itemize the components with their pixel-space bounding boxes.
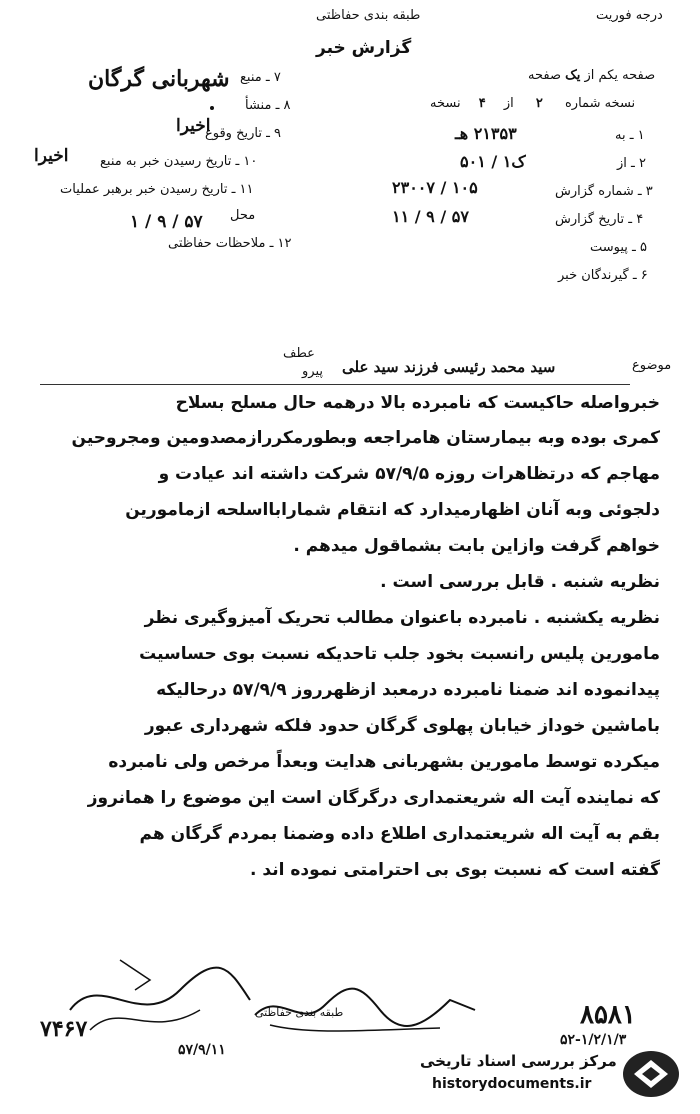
copy-value: ۲	[535, 96, 543, 111]
archive-logo-icon	[620, 1048, 682, 1100]
footer-code-right: ۵۲-۱/۲/۱/۳	[560, 1032, 627, 1048]
body-line: دلجوئی وبه آنان اظهارمیدارد که انتقام شمارابااسلحه ازمامورین	[125, 500, 660, 520]
field-2-label: ۲ ـ از	[617, 156, 646, 171]
copy-number-field	[430, 96, 635, 111]
subject-divider	[40, 384, 630, 385]
field-9-label: ۹ ـ تاریخ وقوع	[205, 126, 282, 141]
body-line: خبرواصله حاکیست که نامبرده بالا درهمه حال مسلح بسلاح	[175, 393, 660, 413]
page-suffix: صفحه	[528, 68, 561, 83]
place-label: محل	[230, 208, 256, 223]
copy-mid: از	[503, 96, 514, 111]
page-value: یک	[565, 68, 581, 83]
body-line: میکرده توسط مامورین بشهربانی هدایت وبعداً مرخص ولی نامبرده	[108, 752, 660, 772]
footer-number-left: ۷۴۶۷	[40, 1016, 88, 1042]
signature-scribble-center	[250, 980, 480, 1040]
field-10-label: ۱۰ ـ تاریخ رسیدن خبر به منبع	[100, 154, 258, 169]
body-line: خواهم گرفت وازاین بابت بشماقول میدهم .	[293, 536, 660, 556]
footer-number-right: ۸۵۸۱	[580, 1000, 636, 1030]
field-5-label: ۵ ـ پیوست	[590, 240, 647, 255]
field-4-value: ۵۷ / ۹ / ۱۱	[392, 207, 469, 226]
body-line: که نماینده آیت اله شریعتمداری درگرگان است این موضوع را همانروز	[87, 788, 660, 808]
signature-scribble-left	[60, 950, 260, 1050]
watermark-url: historydocuments.ir	[432, 1076, 592, 1092]
field-3-label: ۳ ـ شماره گزارش	[555, 184, 653, 199]
body-line: گفته است که نسبت بوی بی احترامتی نموده اند .	[250, 860, 660, 880]
body-line: نظریه شنبه . قابل بررسی است .	[380, 572, 660, 592]
field-9-value: اخیرا	[176, 116, 211, 136]
field-12-label: ۱۲ ـ ملاحظات حفاظتی	[168, 236, 292, 251]
priority-label: درجه فوریت	[596, 8, 663, 23]
footer-date-left: ۵۷/۹/۱۱	[178, 1042, 226, 1058]
footer-classification: طبقه بندی حفاظتی	[255, 1006, 344, 1019]
field-1-value: ۲۱۳۵۳ هـ	[455, 124, 517, 143]
field-10-value: اخیرا	[34, 146, 69, 166]
field-8-mark	[210, 106, 214, 110]
body-line: مامورین پلیس رانسبت بخود جلب تاحدیکه نسبت بوی حساسیت	[139, 644, 660, 664]
copy-total: ۴	[478, 96, 486, 111]
body-line: پیدانموده اند ضمنا نامبرده درمعبد ازظهرروز ۵۷/۹/۹ درحالیکه	[156, 680, 660, 700]
field-4-label: ۴ ـ تاریخ گزارش	[555, 212, 644, 227]
header-title: گزارش خبر	[316, 38, 412, 58]
field-1-label: ۱ ـ به	[615, 128, 645, 143]
follow-label: پیرو	[302, 364, 323, 379]
field-8-label: ۸ ـ منشأ	[245, 98, 291, 113]
field-7-label: ۷ ـ منبع	[240, 70, 281, 85]
header-classification: طبقه بندی حفاظتی	[316, 8, 421, 23]
field-2-value: ک۱ / ۵۰۱	[460, 152, 526, 171]
watermark-title: مرکز بررسی اسناد تاریخی	[420, 1052, 617, 1070]
field-6-label: ۶ ـ گیرندگان خبر	[558, 268, 648, 283]
page-count-field	[528, 68, 655, 83]
subject-value: سید محمد رئیسی فرزند سید علی	[342, 358, 556, 376]
field-11-value: ۵۷ / ۹ / ۱	[130, 212, 203, 232]
page-label: صفحه یکم از	[584, 68, 656, 83]
reference-label: عطف	[283, 346, 315, 361]
field-7-value: شهربانی گرگان	[88, 66, 230, 92]
body-line: نظریه یکشنبه . نامبرده باعنوان مطالب تحریک آمیزوگیری نظر	[144, 608, 660, 628]
body-line: کمری بوده وبه بیمارستان هامراجعه وبطورمکررازمصدومین ومجروحین	[71, 428, 660, 448]
body-line: بقم به آیت اله شریعتمداری اطلاع داده وضمنا بمردم گرگان هم	[139, 824, 660, 844]
body-line: مهاجم که درتظاهرات روزه ۵۷/۹/۵ شرکت داشته اند عیادت و	[158, 464, 660, 484]
field-3-value: ۱۰۵ / ۲۳۰۰۷	[392, 178, 478, 197]
field-11-label: ۱۱ ـ تاریخ رسیدن خبر برهبر عملیات	[60, 182, 254, 197]
subject-label: موضوع	[632, 358, 672, 373]
copy-label: نسخه شماره	[565, 96, 636, 111]
copy-suffix: نسخه	[430, 96, 461, 111]
body-line: باماشین خوداز خیابان پهلوی گرگان حدود فلکه شهرداری عبور	[144, 716, 660, 736]
